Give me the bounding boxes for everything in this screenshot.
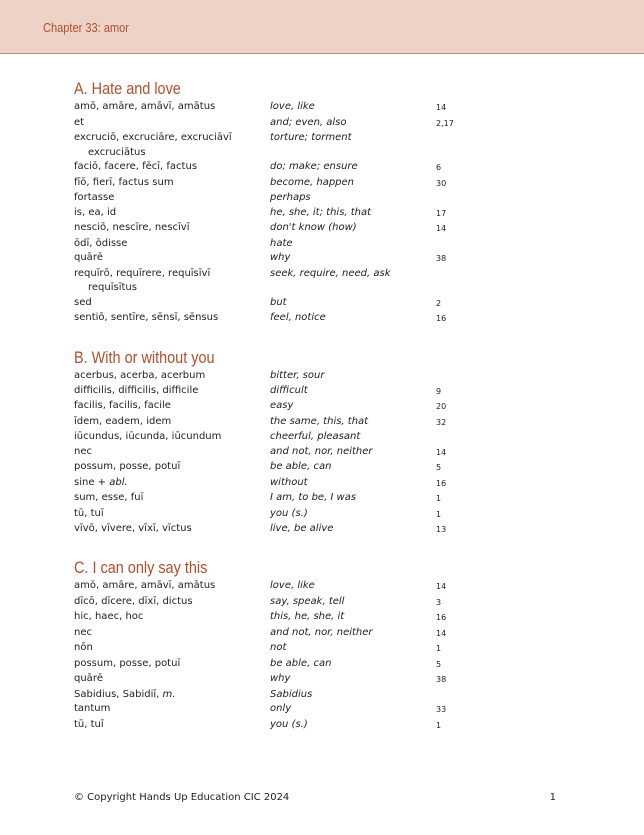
latin-word [74, 430, 270, 445]
english-meaning: be able, can [270, 461, 332, 472]
page-header [0, 0, 644, 54]
latin-word [74, 641, 270, 656]
latin-word [74, 267, 270, 296]
latin-word [74, 657, 270, 672]
latin-word [74, 507, 270, 522]
chapter-title: Chapter 33: amor [43, 20, 129, 35]
vocab-row [74, 160, 594, 176]
vocab-row [74, 369, 594, 384]
vocab-row [74, 460, 594, 476]
chapter-reference: 9 [436, 386, 442, 396]
english-meaning: torture; torment [270, 132, 352, 143]
latin-word-text: acerbus, acerba, acerbum [74, 370, 206, 381]
chapter-reference: 38 [436, 254, 447, 263]
latin-word-text: hic, haec, hoc [74, 611, 144, 622]
english-meaning: don't know (how) [270, 222, 357, 233]
latin-word [74, 206, 270, 221]
latin-word [74, 415, 270, 430]
vocab-row [74, 131, 594, 160]
latin-word-text: excruciō, excruciāre, excruciāvī [74, 132, 232, 143]
chapter-reference: 5 [436, 463, 442, 472]
chapter-reference: 16 [436, 478, 447, 488]
chapter-reference: 33 [436, 705, 447, 714]
latin-word-text: nec [74, 626, 92, 638]
latin-word-text: fortasse [74, 192, 115, 203]
english-meaning: say, speak, tell [270, 595, 345, 607]
vocab-row [74, 191, 594, 206]
latin-word-text: ōdī, ōdisse [74, 237, 128, 249]
vocab-row [74, 399, 594, 415]
english-meaning: this, he, she, it [270, 611, 345, 622]
chapter-reference: 14 [436, 628, 447, 638]
latin-word-text: dīcō, dīcere, dīxī, dictus [74, 595, 193, 607]
vocab-list [74, 369, 594, 538]
latin-word-text: īdem, eadem, idem [74, 415, 172, 427]
latin-word [74, 237, 270, 252]
chapter-reference: 1 [436, 494, 442, 503]
latin-word [74, 476, 270, 491]
section-hate-and-love [74, 78, 594, 327]
chapter-reference: 1 [436, 644, 442, 653]
latin-word-continuation: excruciātus [88, 146, 146, 158]
vocab-row [74, 595, 594, 611]
vocab-row [74, 522, 594, 538]
vocab-row [74, 251, 594, 267]
latin-word [74, 251, 270, 266]
grammar-note: m. [162, 688, 176, 700]
section-with-or-without-you [74, 347, 594, 538]
latin-word-text: difficilis, difficilis, difficile [74, 384, 199, 396]
latin-word-text: nōn [74, 642, 93, 653]
latin-word-text: requīrō, requīrere, requīsīvī [74, 267, 211, 279]
latin-word-text: quārē [74, 252, 104, 263]
section-title: B. With or without you [74, 348, 215, 367]
copyright-text: © Copyright Hands Up Education CIC 2024 [74, 792, 290, 803]
latin-word [74, 579, 270, 594]
vocab-row [74, 672, 594, 688]
chapter-reference: 20 [436, 402, 447, 411]
english-meaning: do; make; ensure [270, 161, 358, 172]
page-number: 1 [549, 792, 556, 803]
latin-word [74, 399, 270, 414]
english-meaning: you (s.) [270, 507, 308, 519]
vocab-row [74, 626, 594, 642]
latin-word [74, 116, 270, 131]
chapter-reference: 1 [436, 720, 442, 730]
english-meaning: bitter, sour [270, 370, 325, 381]
chapter-reference: 32 [436, 417, 447, 427]
english-meaning: and not, nor, neither [270, 626, 373, 638]
english-meaning: not [270, 642, 287, 653]
english-meaning: seek, require, need, ask [270, 267, 391, 279]
latin-word [74, 160, 270, 175]
latin-word-text: sum, esse, fuī [74, 492, 144, 503]
latin-word [74, 445, 270, 460]
latin-word-text: quārē [74, 673, 104, 684]
latin-word-text: sentiō, sentīre, sēnsī, sēnsus [74, 312, 219, 323]
latin-word [74, 460, 270, 475]
chapter-reference: 6 [436, 163, 442, 172]
latin-word [74, 688, 270, 703]
english-meaning: perhaps [270, 192, 311, 203]
english-meaning: easy [270, 400, 294, 411]
chapter-reference: 5 [436, 659, 442, 669]
latin-word-text: sine [74, 476, 95, 488]
latin-word-text: amō, amāre, amāvī, amātus [74, 101, 216, 112]
chapter-reference: 30 [436, 178, 447, 188]
latin-word [74, 718, 270, 733]
vocab-row [74, 491, 594, 507]
vocab-row [74, 311, 594, 327]
latin-word-text: is, ea, id [74, 206, 117, 218]
latin-word-text: nesciō, nescīre, nescīvī [74, 222, 190, 233]
latin-word-continuation: requīsītus [88, 282, 137, 293]
latin-word [74, 384, 270, 399]
latin-word-text: possum, posse, potuī [74, 461, 181, 472]
vocab-row [74, 507, 594, 523]
latin-word [74, 100, 270, 115]
english-meaning: love, like [270, 101, 315, 112]
latin-word-text: facilis, facilis, facile [74, 400, 171, 411]
english-meaning: you (s.) [270, 718, 308, 730]
vocab-list [74, 579, 594, 733]
latin-word [74, 296, 270, 311]
vocab-row [74, 206, 594, 222]
english-meaning: feel, notice [270, 312, 326, 323]
vocab-row [74, 688, 594, 703]
chapter-reference: 14 [436, 224, 447, 233]
vocab-list [74, 100, 594, 327]
vocab-row [74, 296, 594, 312]
chapter-reference: 17 [436, 208, 447, 218]
vocab-row [74, 415, 594, 431]
latin-word-text: et [74, 116, 85, 128]
english-meaning: without [270, 476, 308, 488]
english-meaning: cheerful, pleasant [270, 431, 361, 442]
latin-word [74, 176, 270, 191]
chapter-reference: 14 [436, 582, 447, 591]
latin-word [74, 491, 270, 506]
vocab-row [74, 384, 594, 400]
latin-word-text: nec [74, 445, 92, 457]
vocab-row [74, 718, 594, 734]
chapter-reference: 2,17 [436, 118, 454, 128]
english-meaning: live, be alive [270, 523, 334, 534]
english-meaning: become, happen [270, 176, 355, 188]
latin-word [74, 131, 270, 160]
vocab-row [74, 610, 594, 626]
latin-word [74, 595, 270, 610]
vocab-row [74, 267, 594, 296]
vocab-row [74, 702, 594, 718]
section-i-can-only-say-this [74, 557, 594, 733]
english-meaning: I am, to be, I was [270, 492, 357, 503]
latin-word-text: faciō, facere, fēcī, factus [74, 161, 198, 172]
vocab-row [74, 100, 594, 116]
latin-word [74, 369, 270, 384]
grammar-note: + abl. [97, 476, 128, 488]
latin-word [74, 626, 270, 641]
vocab-row [74, 579, 594, 595]
chapter-reference: 13 [436, 525, 447, 534]
latin-word [74, 610, 270, 625]
chapter-reference: 14 [436, 447, 447, 457]
vocab-row [74, 476, 594, 492]
english-meaning: but [270, 296, 287, 308]
vocab-row [74, 221, 594, 237]
latin-word-text: vīvō, vīvere, vīxī, vīctus [74, 523, 192, 534]
latin-word [74, 672, 270, 687]
vocab-row [74, 445, 594, 461]
latin-word-text: amō, amāre, amāvī, amātus [74, 580, 216, 591]
english-meaning: why [270, 673, 291, 684]
latin-word [74, 191, 270, 206]
vocab-row [74, 237, 594, 252]
english-meaning: love, like [270, 580, 315, 591]
section-title: A. Hate and love [74, 79, 181, 98]
vocab-row [74, 116, 594, 132]
latin-word-text: possum, posse, potuī [74, 657, 181, 669]
chapter-reference: 1 [436, 509, 442, 519]
english-meaning: Sabidius [270, 688, 313, 700]
vocab-row [74, 430, 594, 445]
latin-word-text: sed [74, 296, 92, 308]
latin-word-text: fīō, fierī, factus sum [74, 176, 174, 188]
chapter-reference: 14 [436, 103, 447, 112]
section-title: C. I can only say this [74, 558, 208, 577]
vocab-row [74, 176, 594, 192]
english-meaning: why [270, 252, 291, 263]
latin-word-text: tantum [74, 703, 111, 714]
chapter-reference: 16 [436, 613, 447, 622]
latin-word [74, 522, 270, 537]
chapter-reference: 2 [436, 298, 442, 308]
latin-word [74, 702, 270, 717]
chapter-reference: 16 [436, 314, 447, 323]
english-meaning: and; even, also [270, 116, 347, 128]
english-meaning: be able, can [270, 657, 332, 669]
latin-word [74, 221, 270, 236]
english-meaning: difficult [270, 384, 308, 396]
english-meaning: the same, this, that [270, 415, 369, 427]
english-meaning: hate [270, 237, 293, 249]
vocab-row [74, 641, 594, 657]
latin-word-text: tū, tuī [74, 507, 104, 519]
english-meaning: only [270, 703, 292, 714]
english-meaning: and not, nor, neither [270, 445, 373, 457]
latin-word [74, 311, 270, 326]
english-meaning: he, she, it; this, that [270, 206, 372, 218]
chapter-reference: 38 [436, 675, 447, 684]
latin-word-text: iūcundus, iūcunda, iūcundum [74, 431, 222, 442]
vocab-row [74, 657, 594, 673]
latin-word-text: tū, tuī [74, 718, 104, 730]
chapter-reference: 3 [436, 597, 442, 607]
latin-word-text: Sabidius, Sabidiī, [74, 688, 160, 700]
